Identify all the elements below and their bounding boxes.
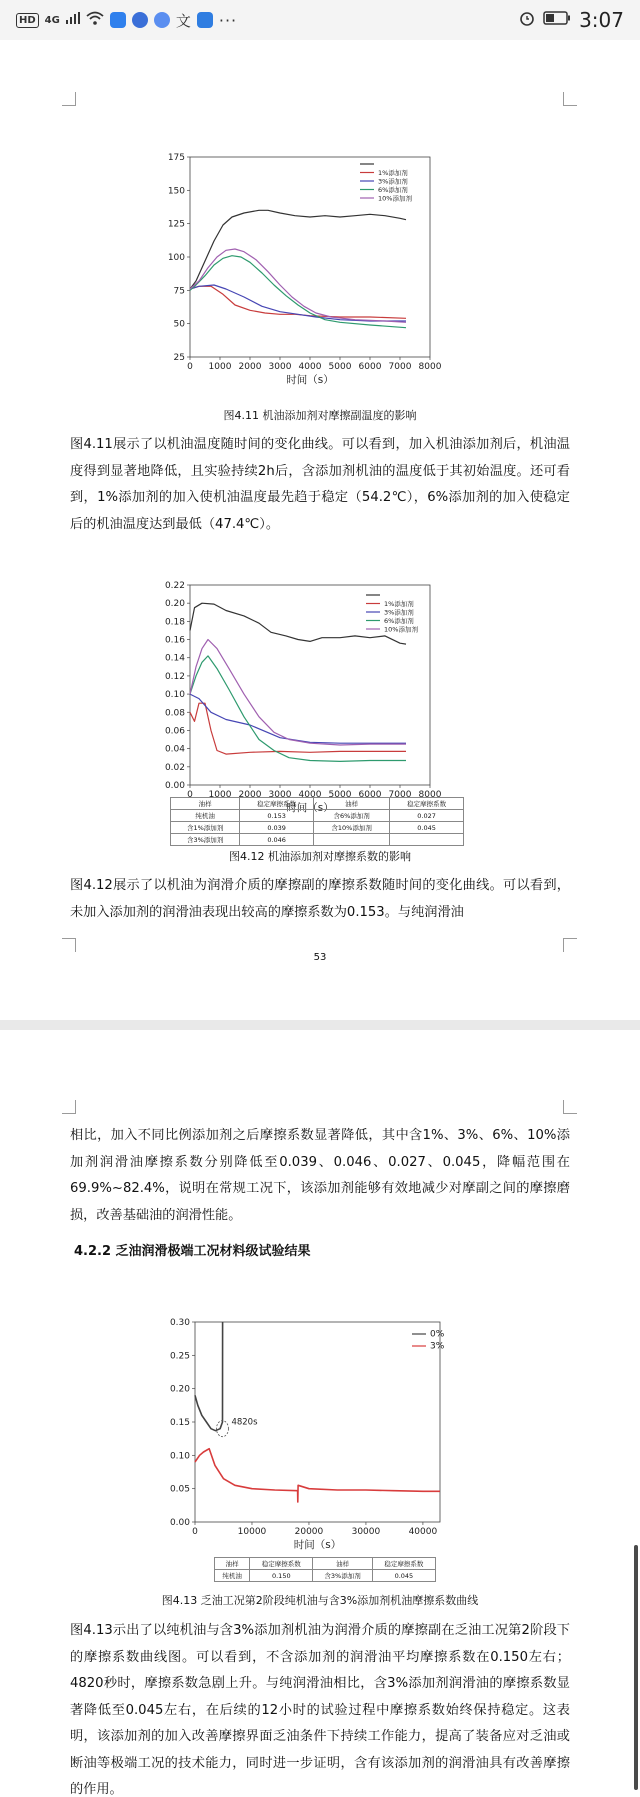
- annotation-label: 4820s: [231, 1417, 258, 1428]
- table-cell: 含10%添加剂: [314, 822, 390, 834]
- alarm-icon: [519, 10, 535, 30]
- x-tick-label: 2000: [238, 790, 262, 800]
- y-tick-label: 0.00: [169, 1518, 190, 1528]
- x-tick-label: 7000: [388, 790, 412, 800]
- series-line-1: [195, 1449, 440, 1502]
- wifi-icon: [86, 11, 104, 29]
- table-cell: 0.045: [390, 822, 464, 834]
- y-tick-label: 0.08: [164, 708, 185, 719]
- table-cell: [314, 834, 390, 846]
- body-paragraph: 图4.13示出了以纯机油与含3%添加剂机油为润滑介质的摩擦副在乏油工况第2阶段下的摩擦系数曲线图。可以看到，不含添加剂的润滑油平均摩擦系数在0.150左右；4820秒时，摩擦系数急剧上升。与纯润滑油相比，含3%添加剂润滑油的摩擦系数显著降低至0.045左右，在后续的12小时的试验过程中摩擦系数始终保持稳定。这表明，该添加剂的加入改善摩擦界面乏油条件下持续工作能力，提高了装备应对乏油或断油等极端工况的技术能力，同时进一步证明，含有该添加剂的润滑油具有改善摩擦的作用。: [70, 1623, 570, 1797]
- page-corner-mark: [563, 1100, 577, 1114]
- y-tick-label: 0.10: [169, 1451, 190, 1462]
- figure-4-12-chart: [140, 540, 480, 835]
- series-line-0: [190, 210, 406, 289]
- body-paragraph: 图4.11展示了以机油温度随时间的变化曲线。可以看到，加入机油添加剂后，机油温度得到显著地降低，且实验持续2h后，含添加剂机油的温度低于其初始温度。还可看到，1%添加剂的加入使机油温度最先趋于稳定（54.2℃），6%添加剂的加入使稳定后的机油温度达到最低（47.4℃）。: [70, 437, 570, 532]
- y-tick-label: 0.20: [169, 1384, 190, 1395]
- document-page-54[interactable]: [0, 1030, 640, 1797]
- battery-icon: [543, 11, 571, 29]
- series-line-3: [190, 656, 406, 762]
- y-tick-label: 0.04: [164, 744, 185, 755]
- table-row: [215, 1570, 436, 1582]
- status-bar: [0, 0, 640, 40]
- figure-4-13-caption: 图4.13 乏油工况第2阶段纯机油与含3%添加剂机油摩擦系数曲线: [161, 1594, 479, 1607]
- y-tick-label: 0.30: [169, 1318, 190, 1328]
- y-tick-label: 0.15: [169, 1418, 190, 1428]
- clock-time: 3:07: [579, 8, 624, 32]
- table-cell: 0.027: [390, 810, 464, 822]
- figure-4-12-caption: 图4.12 机油添加剂对摩擦系数的影响: [229, 850, 411, 863]
- table-cell: 含6%添加剂: [314, 810, 390, 822]
- page-number: 53: [313, 952, 327, 963]
- body-paragraph: 图4.12展示了以机油为润滑介质的摩擦副的摩擦系数随时间的变化曲线。可以看到，未加入添加剂的润滑油表现出较高的摩擦系数为0.153。与纯润滑油: [70, 878, 570, 920]
- table-header-cell: 油样: [313, 1558, 372, 1570]
- figure-4-13-table: [214, 1557, 436, 1582]
- series-line-2: [190, 285, 406, 321]
- x-tick-label: 7000: [388, 362, 412, 372]
- legend-label: 1%添加剂: [378, 169, 408, 177]
- legend-label: 10%添加剂: [384, 625, 418, 634]
- y-tick-label: 25: [173, 353, 185, 363]
- x-tick-label: 2000: [238, 362, 262, 372]
- figure-4-11-caption: 图4.11 机油添加剂对摩擦副温度的影响: [223, 409, 417, 422]
- page-corner-mark: [62, 92, 76, 106]
- x-tick-label: 0: [192, 1527, 198, 1537]
- table-cell: 含3%添加剂: [313, 1570, 372, 1582]
- document-page-53[interactable]: [0, 40, 640, 1020]
- y-tick-label: 0.10: [164, 690, 185, 701]
- y-tick-label: 50: [173, 319, 185, 330]
- x-tick-label: 0: [187, 790, 193, 800]
- y-tick-label: 0.05: [169, 1484, 190, 1495]
- table-header-cell: 油样: [215, 1558, 250, 1570]
- search-app-icon: [197, 12, 213, 28]
- series-line-1: [190, 703, 406, 754]
- y-tick-label: 0.14: [164, 653, 185, 664]
- maps-app-icon: [154, 12, 170, 28]
- y-tick-label: 150: [167, 186, 185, 197]
- figure-4-13-chart: [150, 1280, 490, 1590]
- table-header-cell: 油样: [314, 798, 390, 810]
- table-header-row: [171, 798, 464, 810]
- table-cell: [390, 834, 464, 846]
- page-corner-mark: [62, 1100, 76, 1114]
- legend-label: 3%添加剂: [378, 177, 408, 186]
- figure-4-12-table: [170, 797, 464, 846]
- page-corner-mark: [563, 938, 577, 952]
- x-tick-label: 40000: [408, 1527, 438, 1537]
- signal-4g-icon: 4G: [44, 14, 60, 26]
- table-cell: 0.045: [372, 1570, 435, 1582]
- table-cell: 纯机油: [215, 1570, 250, 1582]
- table-header-cell: 稳定摩擦系数: [240, 798, 314, 810]
- table-cell: 0.039: [240, 822, 314, 834]
- x-tick-label: 5000: [328, 362, 352, 372]
- x-tick-label: 6000: [358, 362, 382, 372]
- x-tick-label: 1000: [208, 790, 232, 800]
- table-cell: 含3%添加剂: [171, 834, 240, 846]
- table-cell: 含1%添加剂: [171, 822, 240, 834]
- y-tick-label: 125: [167, 219, 185, 230]
- more-icon: ···: [218, 10, 238, 30]
- x-tick-label: 3000: [268, 790, 292, 800]
- x-axis-label: 时间（s）: [286, 374, 334, 386]
- series-line-4: [190, 640, 406, 746]
- x-tick-label: 8000: [418, 362, 442, 372]
- translate-icon: 文: [175, 11, 191, 30]
- legend-label: 1%添加剂: [384, 600, 414, 608]
- y-tick-label: 75: [173, 286, 185, 297]
- x-tick-label: 10000: [237, 1527, 267, 1537]
- signal-bars-icon: [66, 12, 80, 28]
- legend-label: 6%添加剂: [384, 617, 414, 625]
- body-paragraph: 相比，加入不同比例添加剂之后摩擦系数显著降低，其中含1%、3%、6%、10%添加剂润滑油摩擦系数分别降低至0.039、0.046、0.027、0.045，降幅范围在69.9%~82.4%，说明在常规工况下，该添加剂能够有效地减少对摩副之间的摩擦磨损，改善基础油的润滑性能。: [70, 1128, 570, 1223]
- scrollbar-thumb[interactable]: [634, 1545, 638, 1790]
- y-tick-label: 100: [167, 253, 185, 263]
- hd-icon: HD: [16, 13, 39, 28]
- x-tick-label: 4000: [298, 790, 322, 800]
- x-axis-label: 时间（s）: [286, 802, 334, 814]
- x-tick-label: 20000: [294, 1527, 324, 1537]
- page-corner-mark: [563, 92, 577, 106]
- x-tick-label: 4000: [298, 362, 322, 372]
- figure-4-11-chart: [140, 115, 480, 395]
- y-tick-label: 0.02: [164, 762, 185, 773]
- x-tick-label: 5000: [328, 790, 352, 800]
- table-header-cell: 稳定摩擦系数: [390, 798, 464, 810]
- table-cell: 0.046: [240, 834, 314, 846]
- legend-label: 6%添加剂: [378, 186, 408, 194]
- x-axis-label: 时间（s）: [293, 1539, 342, 1551]
- legend-label: 10%添加剂: [378, 194, 412, 203]
- y-tick-label: 0.25: [169, 1351, 190, 1362]
- x-tick-label: 0: [187, 362, 193, 372]
- x-tick-label: 1000: [208, 362, 232, 372]
- x-tick-label: 6000: [358, 790, 382, 800]
- table-row: [171, 810, 464, 822]
- y-tick-label: 0.22: [164, 581, 185, 591]
- legend-label: 3%: [430, 1341, 445, 1352]
- browser-app-icon: [132, 12, 148, 28]
- table-header-cell: 稳定摩擦系数: [372, 1558, 435, 1570]
- table-cell: 0.153: [240, 810, 314, 822]
- x-tick-label: 30000: [351, 1527, 381, 1537]
- table-cell: 0.150: [250, 1570, 313, 1582]
- series-line-0: [195, 1322, 223, 1431]
- table-cell: 纯机油: [171, 810, 240, 822]
- y-tick-label: 0.20: [164, 599, 185, 610]
- y-tick-label: 0.06: [164, 726, 185, 737]
- legend-label: 0%: [430, 1329, 445, 1340]
- x-tick-label: 3000: [268, 362, 292, 372]
- table-row: [171, 834, 464, 846]
- y-tick-label: 175: [167, 153, 185, 163]
- table-header-cell: 稳定摩擦系数: [250, 1558, 313, 1570]
- series-line-4: [190, 249, 406, 322]
- series-line-0: [190, 603, 406, 644]
- table-row: [171, 822, 464, 834]
- page-corner-mark: [62, 938, 76, 952]
- x-tick-label: 8000: [418, 790, 442, 800]
- section-heading: 4.2.2 乏油润滑极端工况材料级试验结果: [74, 1244, 311, 1259]
- y-tick-label: 0.16: [164, 635, 185, 646]
- table-header-row: [215, 1558, 436, 1570]
- y-tick-label: 0.00: [164, 781, 185, 791]
- legend-label: 3%添加剂: [384, 608, 414, 617]
- table-header-cell: 油样: [171, 798, 240, 810]
- shield-app-icon: [110, 12, 126, 28]
- y-tick-label: 0.12: [164, 671, 185, 682]
- series-line-2: [190, 694, 406, 743]
- y-tick-label: 0.18: [164, 617, 185, 628]
